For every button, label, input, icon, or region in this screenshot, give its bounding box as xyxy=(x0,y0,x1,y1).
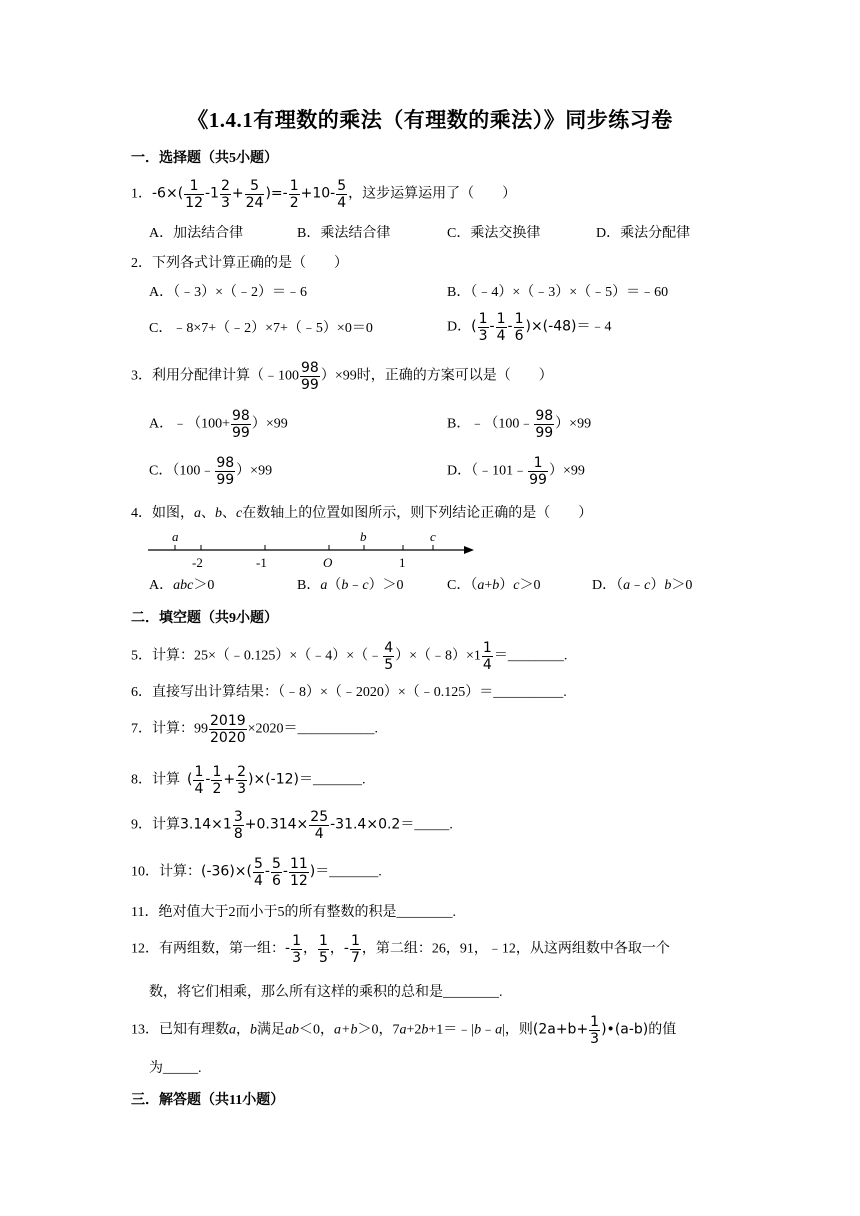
page-title: 《1.4.1有理数的乘法（有理数的乘法）》同步练习卷 xyxy=(187,108,673,132)
question-10: 10．计算：(-36)×( $\frac{5}{4}$ - $\frac{5}{6}$ - $\frac{11}{12}$ )＝_______. xyxy=(131,856,382,889)
q4-option-a: A．abc＞0 xyxy=(149,578,215,593)
fraction: $\frac{1}{3}$ xyxy=(478,311,488,344)
question-6: 6．直接写出计算结果：（﹣8）×（﹣2020）×（﹣0.125）＝__________. xyxy=(131,685,567,700)
question-12-line2: 数，将它们相乘，那么所有这样的乘积的总和是________. xyxy=(149,985,503,1000)
tick-label: 1 xyxy=(399,555,406,570)
fraction: $\frac{1}{99}$ xyxy=(529,455,547,488)
fraction: $\frac{1}{2}$ xyxy=(289,178,299,211)
q4-option-b: B．a（b﹣c）＞0 xyxy=(297,578,404,593)
fraction: $\frac{98}{99}$ xyxy=(301,360,319,393)
fraction: $\frac{1}{12}$ xyxy=(185,178,203,211)
fraction: $\frac{5}{6}$ xyxy=(271,856,281,889)
fraction: $\frac{2}{3}$ xyxy=(220,178,230,211)
q4-option-d: D．（a﹣c）b＞0 xyxy=(592,578,693,593)
tick-label: -2 xyxy=(192,555,203,570)
fraction: $\frac{3}{8}$ xyxy=(233,809,243,842)
question-4: 4．如图，a、b、c在数轴上的位置如图所示，则下列结论正确的是（ ） xyxy=(131,506,593,521)
point-label-c: c xyxy=(430,529,436,544)
q1-option-d: D．乘法分配律 xyxy=(596,226,691,241)
fraction: $\frac{1}{4}$ xyxy=(194,764,204,797)
fraction: $\frac{98}{99}$ xyxy=(216,455,235,488)
math-text: +10- xyxy=(300,185,336,202)
fraction: $\frac{1}{3}$ xyxy=(590,1014,600,1047)
q2-option-b: B．（﹣4）×（﹣3）×（﹣5）＝﹣60 xyxy=(447,285,669,300)
question-1 xyxy=(131,178,516,211)
question-5: 5．计算：25×（﹣0.125）×（﹣4）×（﹣ $\frac{4}{5}$ ）×（﹣8）×1 $\frac{1}{4}$ ＝________. xyxy=(131,640,568,673)
point-label-a: a xyxy=(172,529,179,544)
question-stem: ，这步运算运用了（ ） xyxy=(348,186,517,202)
math-text: )=- xyxy=(265,185,288,202)
fraction: $\frac{25}{4}$ xyxy=(310,809,329,842)
q2-option-d: D．( $\frac{1}{3}$ - $\frac{1}{4}$ - $\frac{1}{6}$ )×(-48)＝﹣4 xyxy=(447,311,612,344)
question-3: 3．利用分配律计算（﹣100 $\frac{98}{99}$ ）×99时，正确的方案可以是（ ） xyxy=(131,360,553,393)
q3-option-b: B．﹣（100﹣ $\frac{98}{99}$ ）×99 xyxy=(447,408,592,441)
q3-option-c: C．（100﹣ $\frac{98}{99}$ ）×99 xyxy=(149,455,273,488)
fraction: $\frac{98}{99}$ xyxy=(232,408,250,441)
math-text: -1 xyxy=(204,185,219,202)
axis-arrow xyxy=(464,546,474,554)
fraction: $\frac{2019}{2020}$ xyxy=(210,713,246,746)
fraction: $\frac{5}{4}$ xyxy=(337,178,347,211)
fraction: $\frac{1}{7}$ xyxy=(350,933,360,966)
fraction: $\frac{1}{4}$ xyxy=(482,640,492,673)
section-heading-solve: 三．解答题（共11小题） xyxy=(131,1093,285,1108)
q1-option-b: B．乘法结合律 xyxy=(297,226,391,241)
question-7: 7．计算：99 $\frac{2019}{2020}$ ×2020＝___________. xyxy=(131,713,379,746)
q1-option-a: A．加法结合律 xyxy=(149,226,244,241)
q4-option-c: C．（a+b）c＞0 xyxy=(447,578,541,593)
point-label-b: b xyxy=(360,529,367,544)
question-number: 1． xyxy=(131,186,152,202)
fraction: $\frac{1}{5}$ xyxy=(318,933,328,966)
number-line xyxy=(140,528,480,574)
fraction: $\frac{4}{5}$ xyxy=(384,640,394,673)
fraction: $\frac{11}{12}$ xyxy=(289,856,308,889)
question-12: 12．有两组数，第一组：- $\frac{1}{3}$ ， $\frac{1}{5}$ ，- $\frac{1}{7}$ ，第二组：26，91，﹣12，从这两组数中各取一个 xyxy=(131,933,670,966)
tick-label: -1 xyxy=(256,555,267,570)
question-8: 8．计算 ( $\frac{1}{4}$ - $\frac{1}{2}$ + $\frac{2}{3}$ )×(-12)＝_______. xyxy=(131,764,366,797)
fraction: $\frac{98}{99}$ xyxy=(535,408,554,441)
math-text: -6×( xyxy=(152,185,184,202)
fraction: $\frac{2}{3}$ xyxy=(237,764,247,797)
fraction: $\frac{1}{2}$ xyxy=(212,764,222,797)
fraction: $\frac{5}{4}$ xyxy=(253,856,263,889)
q2-option-a: A．（﹣3）×（﹣2）＝﹣6 xyxy=(149,285,308,300)
question-11: 11．绝对值大于2而小于5的所有整数的积是________. xyxy=(131,905,456,920)
tick-label: O xyxy=(323,555,333,570)
question-13-line2: 为_____. xyxy=(149,1061,202,1076)
math-text: + xyxy=(231,185,244,202)
section-heading-choice: 一．选择题（共5小题） xyxy=(131,151,278,166)
fraction: $\frac{1}{6}$ xyxy=(514,311,524,344)
question-9: 9．计算3.14×1 $\frac{3}{8}$ +0.314× $\frac{25}{4}$ -31.4×0.2＝_____. xyxy=(131,809,453,842)
question-13: 13．已知有理数a，b满足ab＜0，a+b＞0，7a+2b+1＝﹣|b﹣a|，则(2a+b+ $\frac{1}{3}$ )•(a-b)的值 xyxy=(131,1014,677,1047)
q1-option-c: C．乘法交换律 xyxy=(447,226,541,241)
question-2: 2．下列各式计算正确的是（ ） xyxy=(131,256,348,271)
fraction: $\frac{1}{4}$ xyxy=(496,311,506,344)
fraction: $\frac{1}{3}$ xyxy=(292,933,301,966)
q3-option-a: A．﹣（100+ $\frac{98}{99}$ ）×99 xyxy=(149,408,288,441)
section-heading-fill: 二．填空题（共9小题） xyxy=(131,611,278,626)
q3-option-d: D．（﹣101﹣ $\frac{1}{99}$ ）×99 xyxy=(447,455,585,488)
q2-option-c: C．﹣8×7+（﹣2）×7+（﹣5）×0＝0 xyxy=(149,321,373,336)
fraction: $\frac{5}{24}$ xyxy=(245,178,264,211)
